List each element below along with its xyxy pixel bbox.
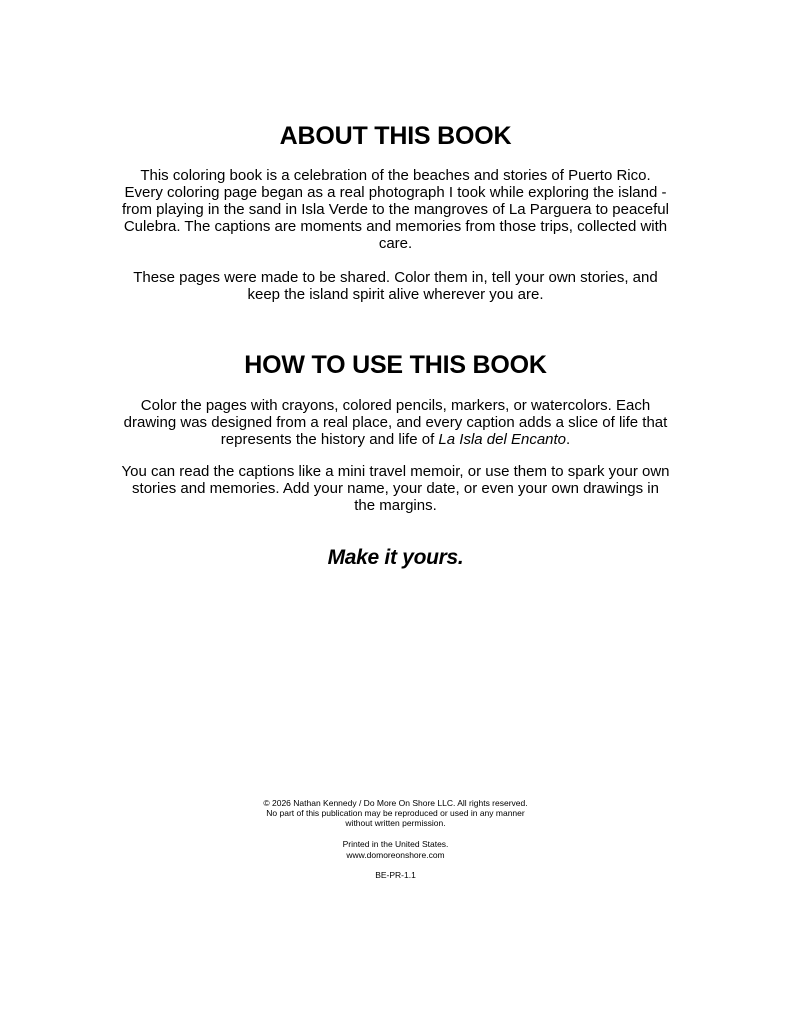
about-paragraph-1: This coloring book is a celebration of the beaches and stories of Puerto Rico. Every coloring page began as a real photograph I took while exploring the island - from playing in the sand in Isla Verde to the mangroves of La Parguera to peaceful Culebra. The captions are moments and memories from those trips, collected with care. (121, 167, 669, 252)
website-link[interactable]: www.domoreonshore.com (346, 850, 445, 860)
how-to-use-heading: HOW TO USE THIS BOOK (244, 351, 547, 379)
how-to-use-paragraph-2: You can read the captions like a mini travel memoir, or use them to spark your own stories and memories. Add your name, your date, or even your own drawings in the margins. (121, 463, 670, 514)
copyright-line: © 2026 Nathan Kennedy / Do More On Shore LLC. All rights reserved. (263, 798, 528, 808)
how-to-use-paragraph-1-text: Color the pages with crayons, colored pencils, markers, or watercolors. Each drawing was designed from a real place, and every caption adds a slice of life that represents the history and life of (123, 397, 668, 448)
edition-code: BE-PR-1.1 (375, 870, 416, 880)
rights-line-1: No part of this publication may be reproduced or used in any manner (266, 808, 525, 818)
rights-line-2: without written permission. (345, 818, 446, 828)
about-heading: ABOUT THIS BOOK (279, 122, 512, 150)
tagline: Make it yours. (327, 546, 464, 569)
about-paragraph-2: These pages were made to be shared. Color them in, tell your own stories, and keep the island spirit alive wherever you are. (133, 269, 658, 303)
island-name-italic: La Isla del Encanto (438, 431, 567, 448)
how-to-use-paragraph-1-end: . (566, 431, 571, 448)
printed-line: Printed in the United States. (342, 839, 449, 849)
how-to-use-paragraph-1 (120, 397, 671, 448)
